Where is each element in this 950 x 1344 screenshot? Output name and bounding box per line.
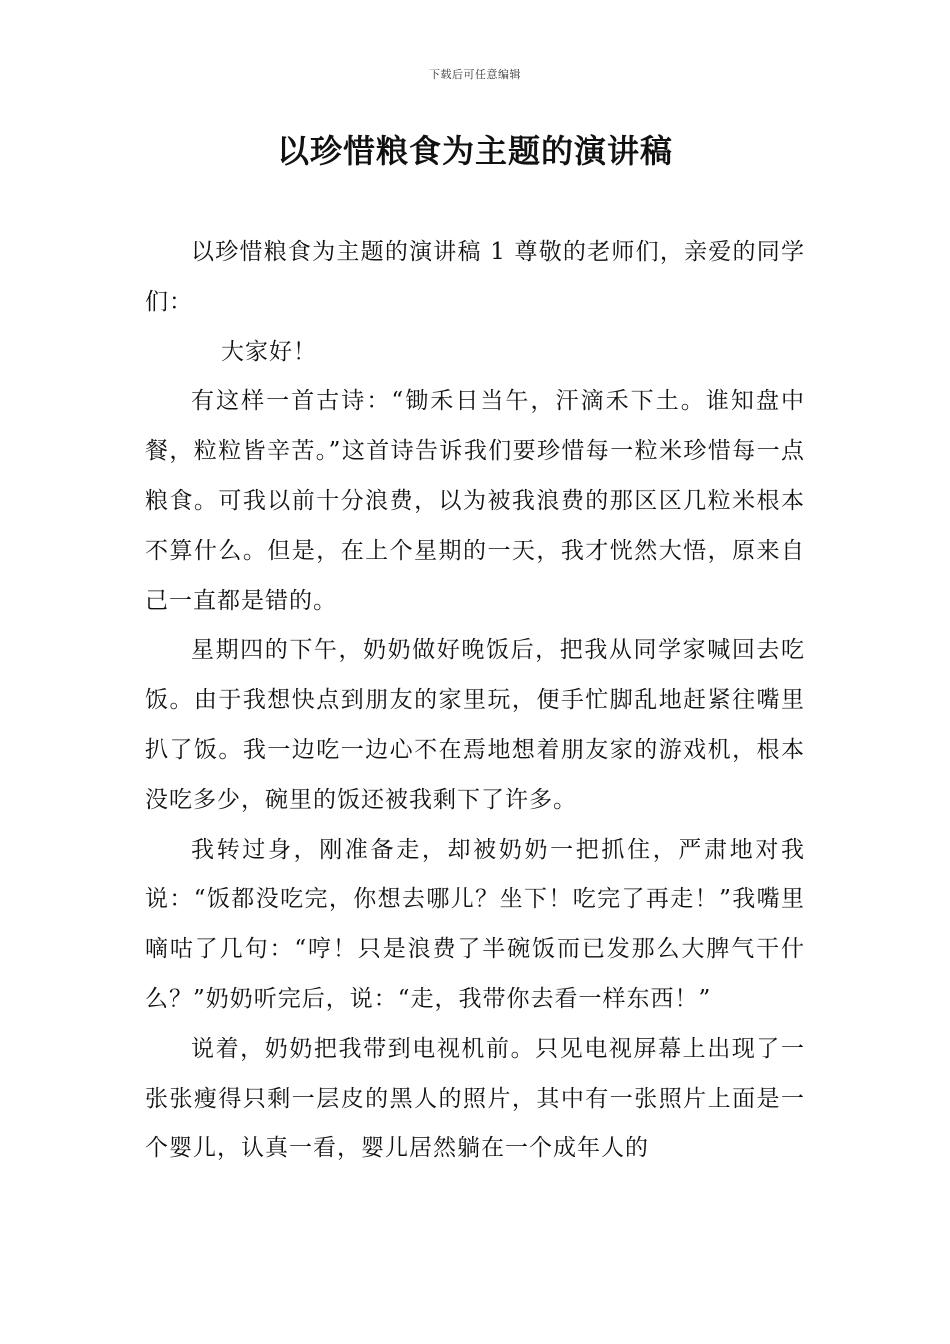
document-body: [145, 228, 805, 1174]
header-note: 下载后可任意编辑: [429, 68, 521, 81]
paragraph-grandma: 我转过身，刚准备走，却被奶奶一把抓住，严肃地对我说：“饭都没吃完，你想去哪儿？坐下！吃完了再走！”我嘴里嘀咕了几句：“哼！只是浪费了半碗饭而已发那么大脾气干什么？”奶奶听完后，说：“走，我带你去看一样东西！”: [145, 836, 805, 1012]
paragraph-thursday: 星期四的下午，奶奶做好晚饭后，把我从同学家喊回去吃饭。由于我想快点到朋友的家里玩，便手忙脚乱地赶紧往嘴里扒了饭。我一边吃一边心不在焉地想着朋友家的游戏机，根本没吃多少，碗里的饭还被我剩下了许多。: [145, 637, 805, 813]
paragraph-greeting: 大家好！: [221, 338, 317, 365]
paragraph-television: 说着，奶奶把我带到电视机前。只见电视屏幕上出现了一张张瘦得只剩一层皮的黑人的照片，其中有一张照片上面是一个婴儿，认真一看，婴儿居然躺在一个成年人的: [145, 1035, 805, 1162]
paragraph-poem: 有这样一首古诗：“锄禾日当午，汗滴禾下土。谁知盘中餐，粒粒皆辛苦。”这首诗告诉我们要珍惜每一粒米珍惜每一点粮食。可我以前十分浪费，以为被我浪费的那区区几粒米根本不算什么。但是，在上个星期的一天，我才恍然大悟，原来自己一直都是错的。: [145, 388, 805, 614]
paragraph-intro: 以珍惜粮食为主题的演讲稿 1 尊敬的老师们，亲爱的同学们：: [145, 239, 805, 315]
document-title: 以珍惜粮食为主题的演讲稿: [276, 132, 673, 170]
